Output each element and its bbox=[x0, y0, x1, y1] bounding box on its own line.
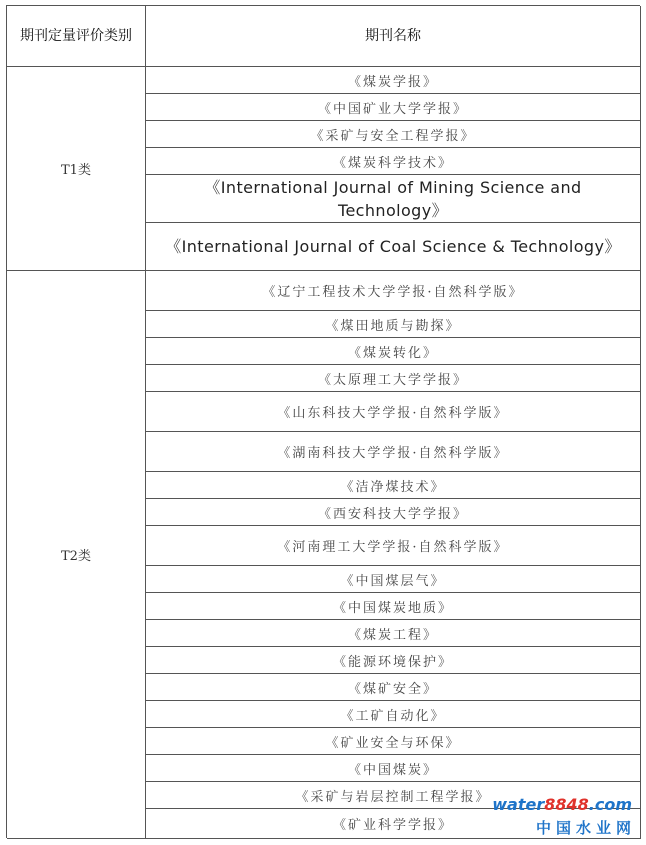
journal-row bbox=[146, 94, 641, 121]
category-t2-cell bbox=[7, 271, 146, 839]
journal-name: 《煤炭工程》 bbox=[347, 627, 438, 643]
watermark-logo-part1: water bbox=[492, 795, 545, 814]
journal-row bbox=[146, 728, 641, 755]
journal-row bbox=[146, 311, 641, 338]
journal-name: 《西安科技大学学报》 bbox=[317, 506, 468, 522]
category-t1: T1类 bbox=[61, 163, 91, 178]
journal-name: 《中国煤炭》 bbox=[347, 762, 438, 778]
journal-row bbox=[146, 593, 641, 620]
journal-name: 《辽宁工程技术大学学报·自然科学版》 bbox=[262, 285, 524, 300]
journal-row bbox=[146, 392, 641, 432]
journal-name: 《湖南科技大学学报·自然科学版》 bbox=[277, 446, 509, 461]
journal-row bbox=[146, 338, 641, 365]
journal-name: 《煤田地质与勘探》 bbox=[325, 318, 461, 334]
header-name-cell bbox=[146, 6, 641, 67]
journal-name: 《太原理工大学学报》 bbox=[317, 372, 468, 388]
journal-name: 《矿业安全与环保》 bbox=[325, 735, 461, 751]
journal-name: 《矿业科学学报》 bbox=[332, 818, 453, 833]
journal-row bbox=[146, 526, 641, 566]
journal-row bbox=[146, 647, 641, 674]
journal-row bbox=[146, 782, 641, 809]
journal-name: 《洁净煤技术》 bbox=[340, 479, 446, 495]
journal-row bbox=[146, 472, 641, 499]
journal-row bbox=[146, 67, 641, 94]
journal-row bbox=[146, 701, 641, 728]
category-t1-cell bbox=[7, 67, 146, 271]
journal-row bbox=[146, 566, 641, 593]
journal-row bbox=[146, 809, 641, 839]
journal-name: 《山东科技大学学报·自然科学版》 bbox=[277, 406, 509, 421]
journal-name: 《采矿与安全工程学报》 bbox=[310, 128, 476, 144]
category-t2: T2类 bbox=[61, 549, 91, 564]
journal-name: 《International Journal of Coal Science & Technology》 bbox=[165, 237, 621, 256]
journal-row bbox=[146, 223, 641, 271]
journal-row bbox=[146, 620, 641, 647]
journal-name: 《能源环境保护》 bbox=[332, 654, 453, 670]
journal-name: 《煤炭转化》 bbox=[347, 345, 438, 361]
watermark-logo-part2: 8848 bbox=[544, 795, 589, 814]
header-name: 期刊名称 bbox=[365, 28, 421, 44]
journal-row bbox=[146, 121, 641, 148]
journal-row bbox=[146, 499, 641, 526]
journal-row bbox=[146, 755, 641, 782]
journal-name: 《煤炭学报》 bbox=[347, 74, 438, 90]
journal-name: 《工矿自动化》 bbox=[340, 708, 446, 724]
journal-name: 《International Journal of Mining Science and Technology》 bbox=[204, 177, 582, 220]
watermark-logo-suffix: .com bbox=[588, 795, 632, 814]
header-category: 期刊定量评价类别 bbox=[20, 28, 132, 44]
journal-name: 《中国矿业大学学报》 bbox=[317, 101, 468, 117]
header-category-cell bbox=[7, 6, 146, 67]
journal-row bbox=[146, 271, 641, 311]
journal-row bbox=[146, 674, 641, 701]
journal-name: 《煤炭科学技术》 bbox=[332, 155, 453, 171]
journal-row bbox=[146, 365, 641, 392]
journal-table bbox=[6, 5, 640, 838]
journal-name: 《煤矿安全》 bbox=[347, 681, 438, 697]
journal-row bbox=[146, 175, 641, 223]
journal-name: 《中国煤层气》 bbox=[340, 573, 446, 589]
journal-name: 《中国煤炭地质》 bbox=[332, 600, 453, 616]
journal-row bbox=[146, 148, 641, 175]
watermark-site-name: 中国水业网 bbox=[535, 819, 636, 837]
journal-name: 《河南理工大学学报·自然科学版》 bbox=[277, 540, 509, 555]
journal-name: 《采矿与岩层控制工程学报》 bbox=[295, 789, 491, 805]
journal-row bbox=[146, 432, 641, 472]
